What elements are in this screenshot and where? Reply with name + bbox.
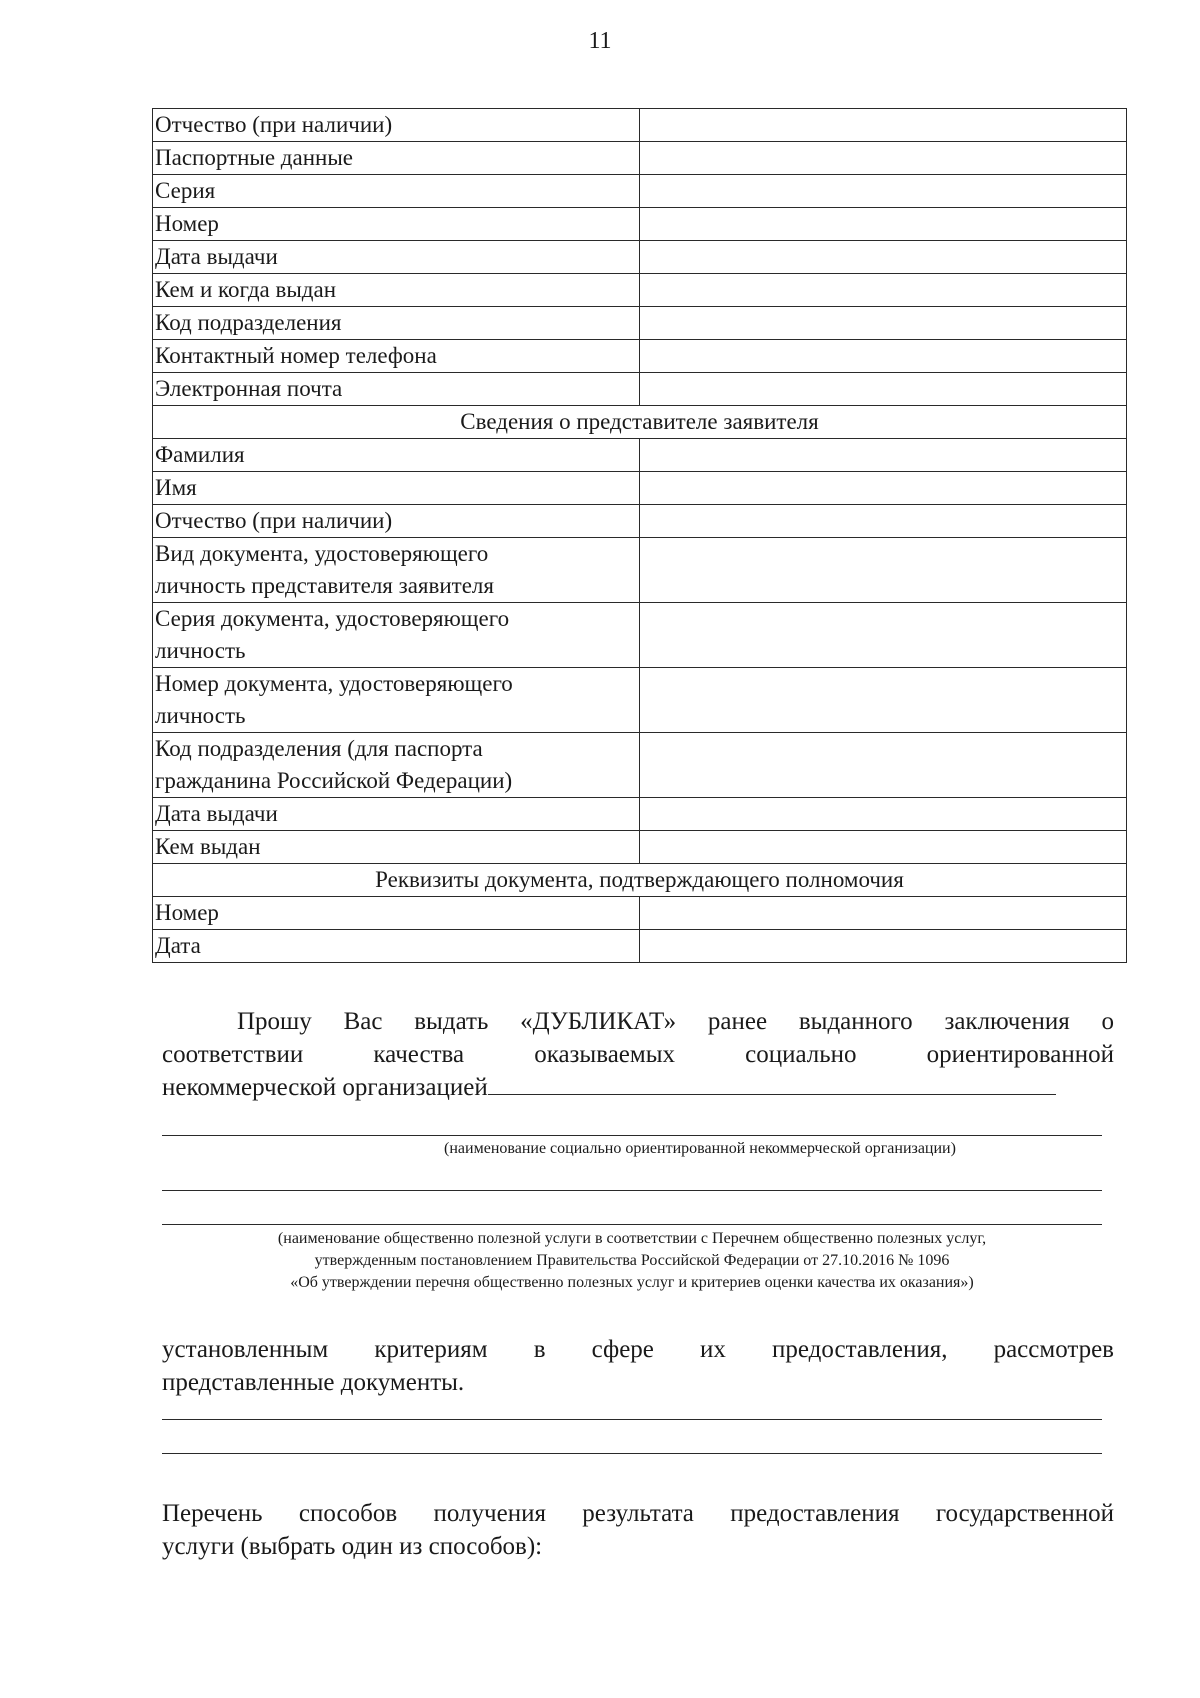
applicant-form-table (152, 108, 1127, 963)
value-field-email[interactable] (640, 373, 1127, 406)
row-label-number: Номер (153, 208, 640, 241)
table-row (153, 307, 1127, 340)
row-label-line: личность (155, 703, 246, 728)
caption-org-name: (наименование социально ориентированной некоммерческой организации) (444, 1140, 956, 1157)
table-row (153, 142, 1127, 175)
row-label-line: Номер документа, удостоверяющего (155, 671, 513, 696)
value-field-issue-date[interactable] (640, 241, 1127, 274)
fill-line[interactable] (162, 1190, 1102, 1191)
org-name-blank[interactable] (488, 1072, 1056, 1095)
request-line: Прошу Вас выдать «ДУБЛИКАТ» ранее выданного заключения о (237, 1008, 1114, 1035)
methods-line: Перечень способов получения результата предоставления государственной (162, 1500, 1114, 1527)
row-label-rep-division-code (153, 733, 640, 798)
row-label-line: личность (155, 638, 246, 663)
methods-line: услуги (выбрать один из способов): (162, 1533, 543, 1560)
row-label-phone: Контактный номер телефона (153, 340, 640, 373)
table-row (153, 603, 1127, 668)
caption-line: (наименование общественно полезной услуги в соответствии с Перечнем общественно полезных услуг, (277, 1230, 987, 1247)
value-field-rep-division-code[interactable] (640, 733, 1127, 798)
table-row (153, 930, 1127, 963)
table-row (153, 109, 1127, 142)
section-header-row (153, 406, 1127, 439)
methods-paragraph (162, 1497, 1114, 1563)
page-number: 11 (588, 28, 612, 54)
table-row (153, 274, 1127, 307)
caption-service-name (162, 1228, 1102, 1294)
table-row (153, 831, 1127, 864)
row-label-line: Вид документа, удостоверяющего (155, 541, 489, 566)
row-label-rep-id-series (153, 603, 640, 668)
row-label-email: Электронная почта (153, 373, 640, 406)
value-field-rep-surname[interactable] (640, 439, 1127, 472)
table-row (153, 505, 1127, 538)
section-header-representative: Сведения о представителе заявителя (153, 406, 1127, 439)
row-label-series: Серия (153, 175, 640, 208)
row-label-division-code: Код подразделения (153, 307, 640, 340)
table-row (153, 439, 1127, 472)
value-field-rep-issue-date[interactable] (640, 798, 1127, 831)
fill-line[interactable] (162, 1224, 1102, 1225)
value-field-rep-id-series[interactable] (640, 603, 1127, 668)
row-label-line: Серия документа, удостоверяющего (155, 606, 510, 631)
row-label-rep-id-type (153, 538, 640, 603)
table-row (153, 175, 1127, 208)
fill-line[interactable] (162, 1419, 1102, 1420)
value-field-rep-id-number[interactable] (640, 668, 1127, 733)
value-field-rep-issued-by[interactable] (640, 831, 1127, 864)
table-row (153, 472, 1127, 505)
caption-line: «Об утверждении перечня общественно полезных услуг и критериев оценки качества их оказания») (290, 1274, 974, 1291)
row-label-line: Код подразделения (для паспорта (155, 736, 483, 761)
request-line-with-blank (162, 1071, 1114, 1104)
row-label-passport-data: Паспортные данные (153, 142, 640, 175)
row-label-line: личность представителя заявителя (155, 573, 494, 598)
table-row (153, 340, 1127, 373)
request-paragraph (162, 1005, 1114, 1104)
row-label-patronymic: Отчество (при наличии) (153, 109, 640, 142)
value-field-rep-name[interactable] (640, 472, 1127, 505)
criteria-line: установленным критериям в сфере их предоставления, рассмотрев (162, 1336, 1114, 1363)
section-header-authority: Реквизиты документа, подтверждающего полномочия (153, 864, 1127, 897)
table-row (153, 668, 1127, 733)
row-label-rep-id-number (153, 668, 640, 733)
table-row (153, 241, 1127, 274)
value-field-auth-date[interactable] (640, 930, 1127, 963)
value-field-series[interactable] (640, 175, 1127, 208)
row-label-line: гражданина Российской Федерации) (155, 768, 513, 793)
caption-line: утвержденным постановлением Правительства Российской Федерации от 27.10.2016 № 1096 (314, 1252, 950, 1269)
value-field-passport-data[interactable] (640, 142, 1127, 175)
criteria-paragraph (162, 1333, 1114, 1399)
value-field-phone[interactable] (640, 340, 1127, 373)
value-field-number[interactable] (640, 208, 1127, 241)
table-row (153, 733, 1127, 798)
table-row (153, 897, 1127, 930)
table-row (153, 798, 1127, 831)
row-label-issued-by-when: Кем и когда выдан (153, 274, 640, 307)
value-field-auth-number[interactable] (640, 897, 1127, 930)
row-label-auth-number: Номер (153, 897, 640, 930)
row-label-rep-issued-by: Кем выдан (153, 831, 640, 864)
row-label-rep-patronymic: Отчество (при наличии) (153, 505, 640, 538)
row-label-auth-date: Дата (153, 930, 640, 963)
value-field-division-code[interactable] (640, 307, 1127, 340)
value-field-rep-id-type[interactable] (640, 538, 1127, 603)
row-label-rep-issue-date: Дата выдачи (153, 798, 640, 831)
table-row (153, 373, 1127, 406)
criteria-line: представленные документы. (162, 1369, 465, 1396)
section-header-row (153, 864, 1127, 897)
fill-line[interactable] (162, 1135, 1102, 1136)
row-label-rep-name: Имя (153, 472, 640, 505)
row-label-issue-date: Дата выдачи (153, 241, 640, 274)
fill-line[interactable] (162, 1453, 1102, 1454)
table-row (153, 208, 1127, 241)
value-field-patronymic[interactable] (640, 109, 1127, 142)
value-field-rep-patronymic[interactable] (640, 505, 1127, 538)
request-line: некоммерческой организацией (162, 1074, 488, 1101)
row-label-rep-surname: Фамилия (153, 439, 640, 472)
request-line: соответствии качества оказываемых социально ориентированной (162, 1041, 1114, 1068)
table-row (153, 538, 1127, 603)
value-field-issued-by-when[interactable] (640, 274, 1127, 307)
